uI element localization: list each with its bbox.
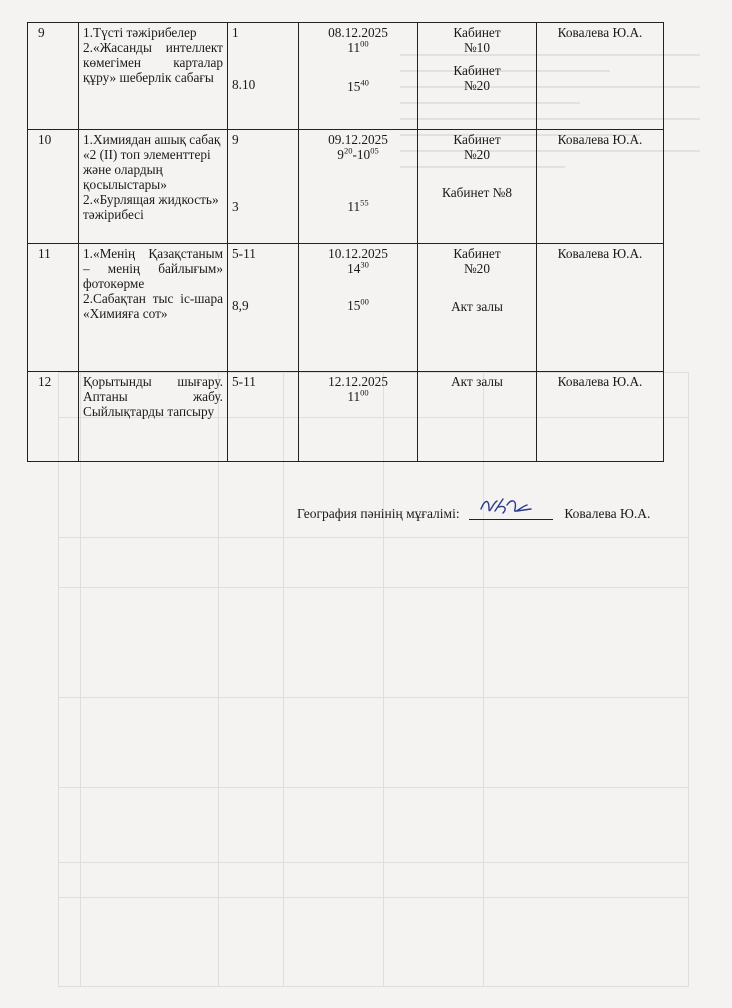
responsible: Ковалева Ю.А. [537, 372, 664, 462]
responsible: Ковалева Ю.А. [537, 244, 664, 372]
date-time-cell [299, 130, 418, 244]
room-cell [418, 23, 537, 130]
time: $9^{20}-10^{05}$ [337, 145, 379, 162]
event-name: Қорытынды шығару. Аптаны жабу. Сыйлықтарды тапсыру [79, 372, 228, 462]
date-time-cell [299, 23, 418, 130]
date: 10.12.2025 [328, 246, 388, 261]
time: $11^{00}$ [347, 387, 369, 404]
signature-label: География пәнінің мұғалімі: [297, 506, 460, 521]
event-name: 2.«Жасанды интеллект көмегімен карталар құру» шеберлік сабағы [83, 40, 223, 85]
grade: 3 [232, 199, 239, 214]
row-number: 12 [28, 372, 79, 462]
schedule-table [27, 22, 664, 462]
row-number: 9 [28, 23, 79, 130]
event-name-cell [79, 130, 228, 244]
time: $14^{30}$ [347, 259, 369, 276]
bleed-through-table [58, 372, 688, 987]
grade-cell [228, 23, 299, 130]
room: Акт залы [418, 372, 537, 462]
row-number: 10 [28, 130, 79, 244]
grade-cell [228, 244, 299, 372]
room: Кабинет №8 [442, 185, 512, 200]
signature-block [297, 505, 650, 522]
grade: 9 [232, 132, 239, 147]
time: $15^{00}$ [347, 296, 369, 313]
event-name-cell [79, 23, 228, 130]
event-name: 2.«Бурлящая жидкость» тәжірибесі [83, 192, 219, 222]
grade-cell [228, 130, 299, 244]
time: $11^{00}$ [347, 38, 369, 55]
date: 09.12.2025 [328, 132, 388, 147]
date-time-cell [299, 244, 418, 372]
room: Кабинет №20 [453, 246, 501, 276]
responsible: Ковалева Ю.А. [537, 130, 664, 244]
room: Кабинет №10 [453, 25, 501, 55]
time: $11^{55}$ [347, 197, 369, 214]
grade: 8.10 [232, 77, 256, 92]
grade: 1 [232, 25, 239, 40]
grade: 8,9 [232, 298, 249, 313]
room: Кабинет №20 [453, 63, 501, 93]
event-name: 1.«Менің Қазақстаным – менің байлығым» фотокөрме [83, 246, 223, 291]
room-cell [418, 130, 537, 244]
time: $15^{40}$ [347, 77, 369, 94]
table-row [28, 244, 664, 372]
date-time-cell [299, 372, 418, 462]
event-name: 1.Химиядан ашық сабақ «2 (ІІ) топ элементтері және олардың қосылыстары» [83, 132, 221, 192]
room-cell [418, 244, 537, 372]
room: Акт залы [451, 299, 503, 314]
table-row [28, 372, 664, 462]
table-row [28, 23, 664, 130]
event-name: 1.Түсті тәжірибелер [83, 25, 197, 40]
date: 12.12.2025 [328, 374, 388, 389]
room: Кабинет №20 [453, 132, 501, 162]
grade: 5-11 [228, 372, 299, 462]
handwritten-signature [477, 495, 537, 519]
table-row [28, 130, 664, 244]
date: 08.12.2025 [328, 25, 388, 40]
responsible: Ковалева Ю.А. [537, 23, 664, 130]
grade: 5-11 [232, 246, 256, 261]
signer-name: Ковалева Ю.А. [564, 506, 651, 521]
row-number: 11 [28, 244, 79, 372]
event-name-cell [79, 244, 228, 372]
signature-line [469, 505, 553, 520]
event-name: 2.Сабақтан тыс іс-шара «Химияға сот» [83, 291, 223, 321]
